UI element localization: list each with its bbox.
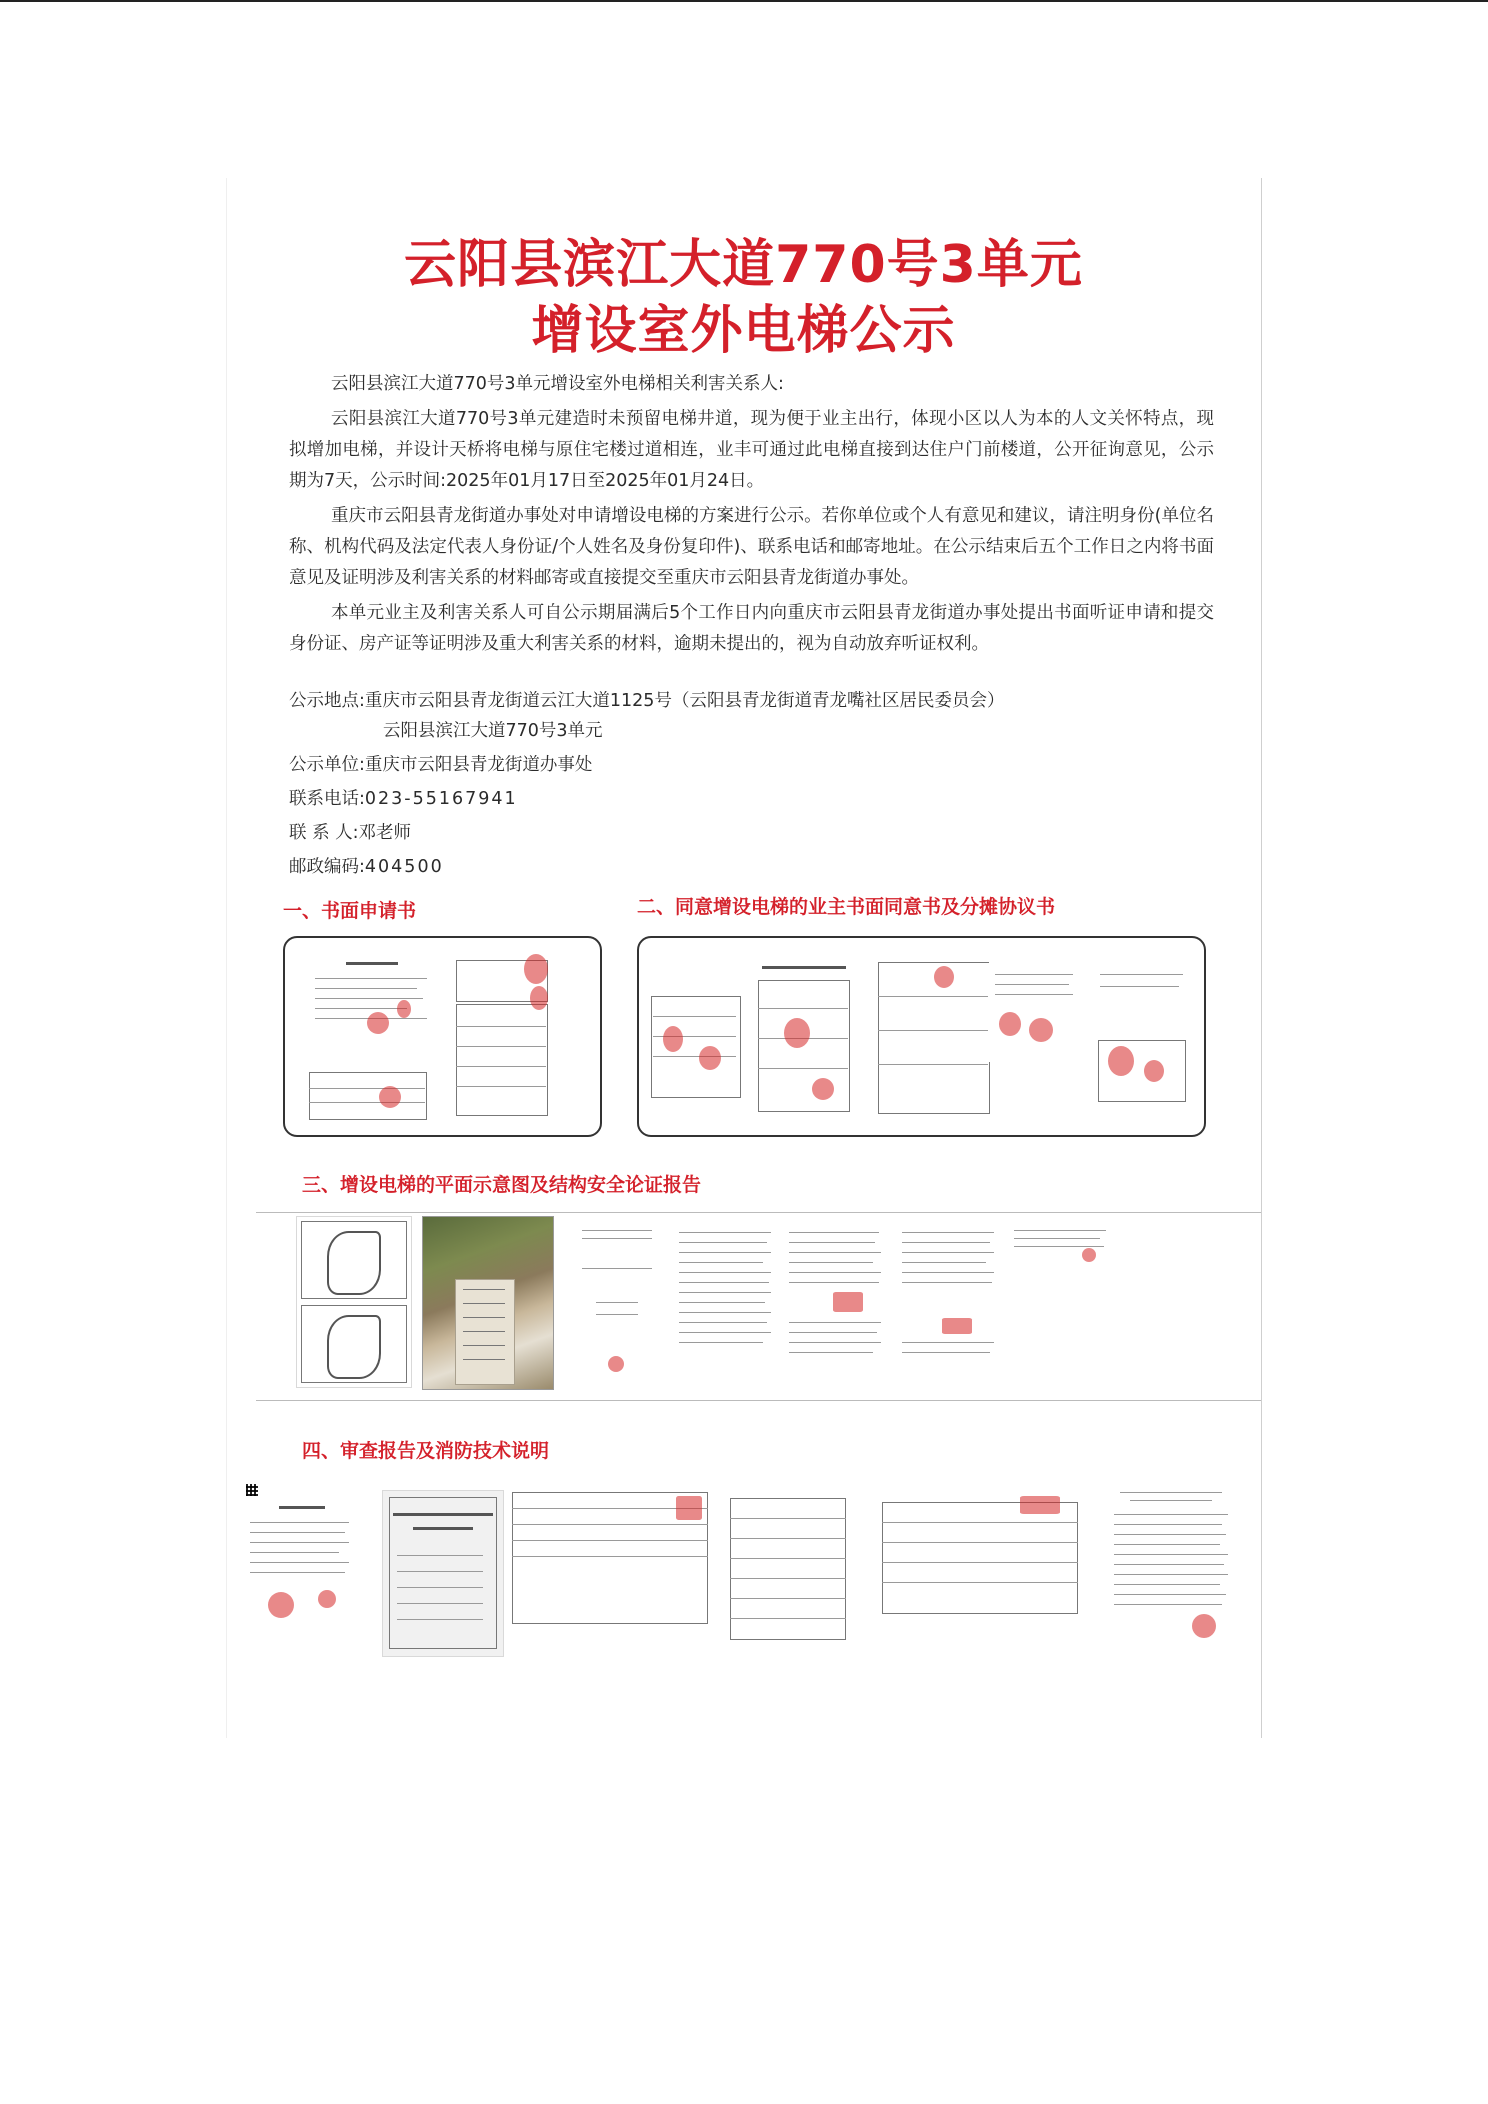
qualification-certificate: [244, 1482, 359, 1647]
fire-protection-statement: [1110, 1484, 1232, 1654]
page-title-line2: 增设室外电梯公示: [531, 301, 956, 361]
notice-body: [289, 369, 1214, 660]
section-3-heading: 三、增设电梯的平面示意图及结构安全论证报告: [302, 1174, 702, 1196]
page-title-line1: 云阳县滨江大道770号3单元: [404, 235, 1083, 295]
report-cover: [572, 1222, 662, 1382]
application-doc-1: [307, 952, 437, 1050]
notice-info: [289, 684, 1004, 884]
section-1-frame: [283, 936, 602, 1137]
info-phone-label: 联系电话:: [289, 789, 365, 809]
info-unit-value: 重庆市云阳县青龙街道办事处: [364, 755, 593, 775]
info-contact-row: [289, 816, 1004, 850]
info-postcode-value: 404500: [364, 857, 444, 877]
review-agency-certificate: [382, 1490, 504, 1657]
info-contact-label: 联 系 人:: [289, 823, 359, 843]
info-location-row: [289, 684, 1004, 718]
application-doc-3: [307, 1066, 429, 1126]
section-3-top-divider: [256, 1212, 1261, 1213]
report-page-3: [898, 1222, 998, 1382]
info-phone-row: [289, 782, 1004, 816]
qr-code-icon: [246, 1484, 258, 1496]
poster-right-edge: [1261, 178, 1262, 1738]
notice-paragraph-3: 本单元业主及利害关系人可自公示期届满后5个工作日内向重庆市云阳县青龙街道办事处提出书面听证申请和提交身份证、房产证等证明涉及重大利害关系的材料，逾期未提出的，视为自动放弃听证权利。: [289, 603, 1214, 654]
info-unit-label: 公示单位:: [289, 755, 365, 775]
building-photo: [422, 1216, 554, 1390]
consent-doc-4: [989, 962, 1079, 1062]
info-location-label: 公示地点:: [289, 691, 365, 711]
info-contact-value: 邓老师: [358, 823, 412, 843]
consent-doc-1: [649, 956, 744, 1106]
review-report-3: [880, 1488, 1080, 1628]
section-1-heading: 一、书面申请书: [283, 900, 417, 922]
site-plan-drawing: [296, 1216, 412, 1388]
consent-doc-2: [754, 958, 854, 1118]
report-page-2: [785, 1222, 885, 1382]
notice-paragraph-2: 重庆市云阳县青龙街道办事处对申请增设电梯的方案进行公示。若你单位或个人有意见和建议，请注明身份(单位名称、机构代码及法定代表人身份证/个人姓名及身份复印件)、联系电话和邮寄地址。在公示结束后五个工作日之内将书面意见及证明涉及利害关系的材料邮寄或直接提交至重庆市云阳县青龙街道办事处。: [289, 506, 1214, 588]
section-4-heading: 四、审查报告及消防技术说明: [302, 1440, 550, 1462]
section-2-heading: 二、同意增设电梯的业主书面同意书及分摊协议书: [637, 896, 1056, 918]
report-page-4: [1010, 1222, 1110, 1322]
review-report-1: [510, 1488, 710, 1628]
info-unit-row: [289, 748, 1004, 782]
consent-doc-5: [1094, 960, 1189, 1110]
poster-left-edge: [226, 178, 227, 1738]
info-location-row-2: [289, 714, 1004, 748]
info-location-value-2: 云阳县滨江大道770号3单元: [383, 721, 603, 741]
report-page-1: [675, 1222, 775, 1382]
review-report-2: [728, 1488, 848, 1648]
application-doc-2: [450, 946, 560, 1126]
info-location-value: 重庆市云阳县青龙街道云江大道1125号（云阳县青龙街道青龙嘴社区居民委员会）: [364, 691, 1005, 711]
notice-paragraph-1: 云阳县滨江大道770号3单元建造时未预留电梯井道，现为便于业主出行，体现小区以人为本的人文关怀特点，现拟增加电梯，并设计天桥将电梯与原住宅楼过道相连，业丰可通过此电梯直接到达住户门前楼道，公开征询意见，公示期为7天，公示时间:2025年01月17日至2025年01月24日。: [289, 409, 1214, 491]
section-2-frame: [637, 936, 1206, 1137]
info-phone-value: 023-55167941: [364, 789, 518, 809]
info-postcode-label: 邮政编码:: [289, 857, 365, 877]
section-3-bottom-divider: [256, 1400, 1261, 1401]
notice-greeting: 云阳县滨江大道770号3单元增设室外电梯相关利害关系人:: [331, 374, 784, 394]
info-postcode-row: [289, 850, 1004, 884]
scan-top-border: [0, 0, 1488, 2]
consent-doc-3: [874, 956, 994, 1116]
